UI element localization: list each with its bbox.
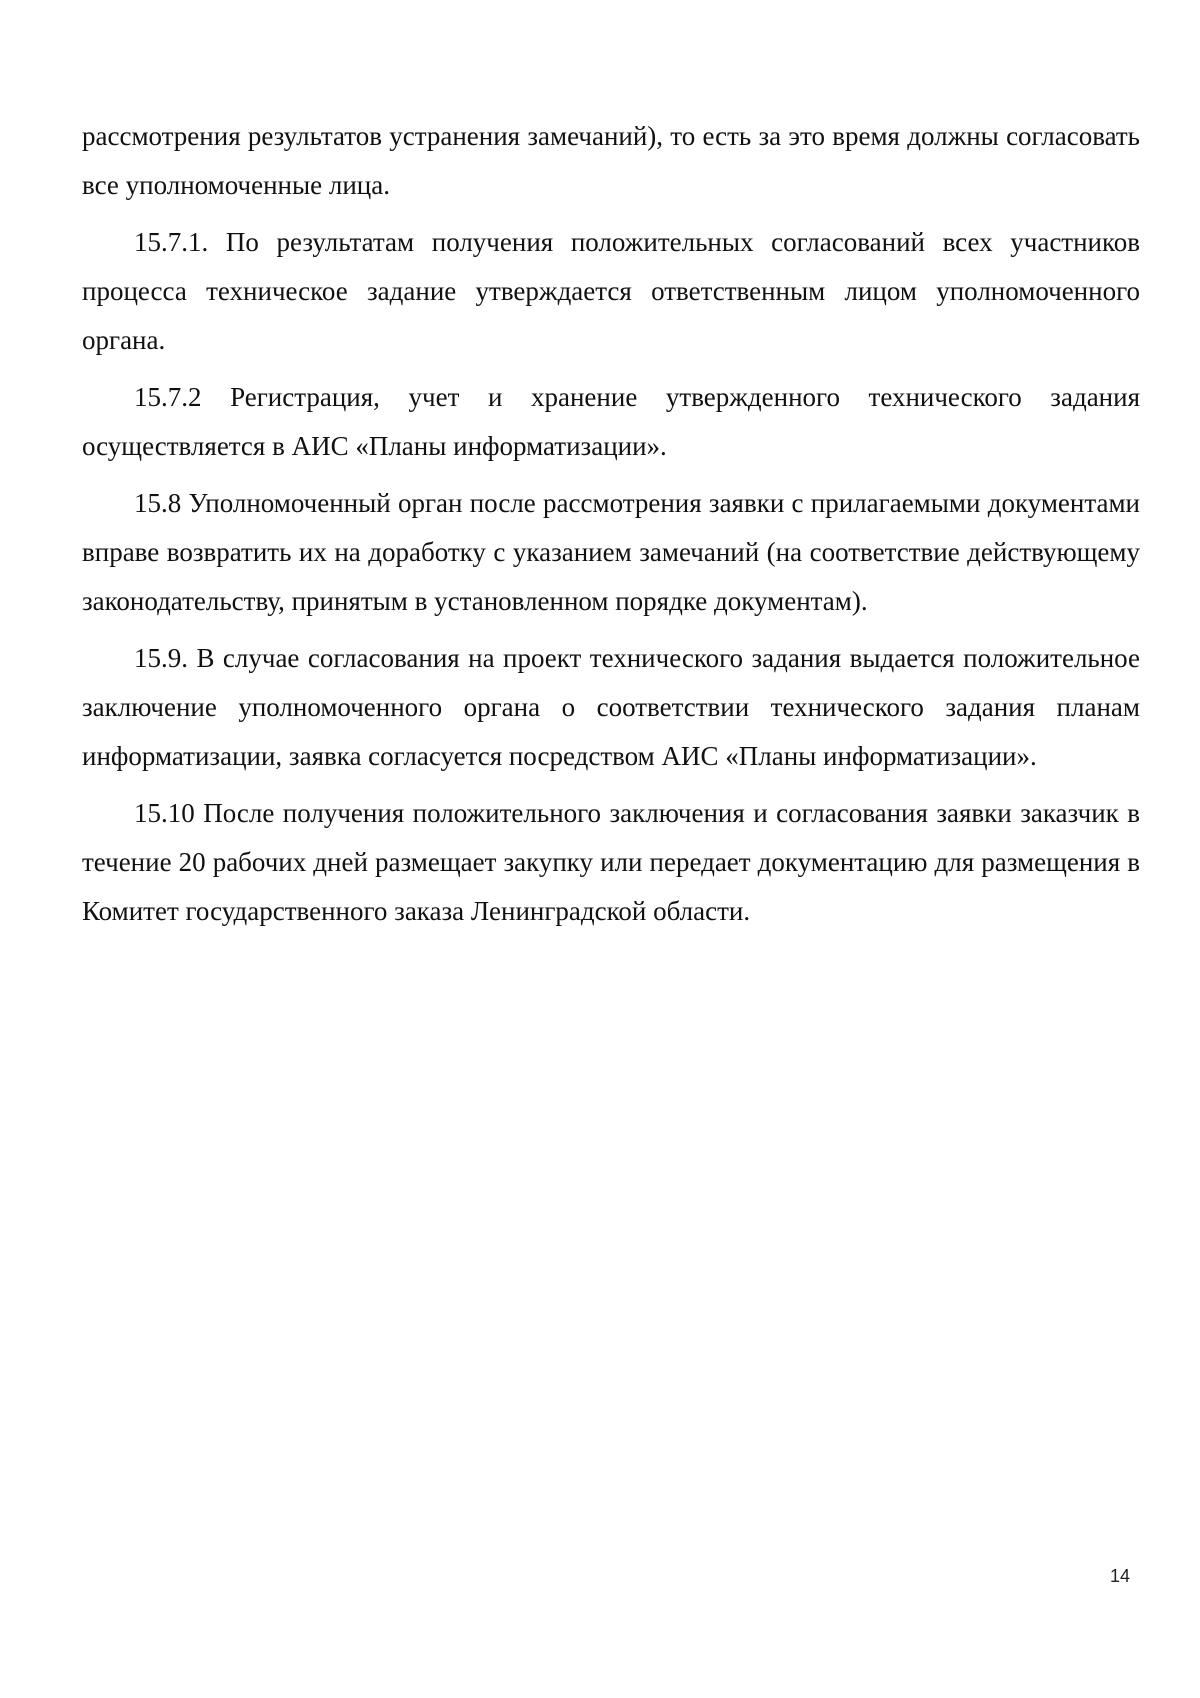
document-page bbox=[82, 112, 1140, 944]
paragraph-15-7-2: 15.7.2 Регистрация, учет и хранение утвержденного технического задания осуществляется в АИС «Планы информатизации». bbox=[82, 382, 1140, 461]
page-number: 14 bbox=[1110, 1566, 1131, 1586]
paragraph-15-10: 15.10 После получения положительного заключения и согласования заявки заказчик в течение 20 рабочих дней размещает закупку или передает документацию для размещения в Комитет государственного заказа Ленинградской области. bbox=[82, 798, 1140, 926]
paragraph-15-8: 15.8 Уполномоченный орган после рассмотрения заявки с прилагаемыми документами вправе возвратить их на доработку с указанием замечаний (на соответствие действующему законодательству, принятым в установленном порядке документам). bbox=[82, 488, 1140, 616]
paragraph-15-9: 15.9. В случае согласования на проект технического задания выдается положительное заключение уполномоченного органа о соответствии технического задания планам информатизации, заявка согласуется посредством АИС «Планы информатизации». bbox=[82, 643, 1140, 771]
paragraph-continuation: рассмотрения результатов устранения замечаний), то есть за это время должны согласовать все уполномоченные лица. bbox=[82, 121, 1140, 200]
paragraph-15-7-1: 15.7.1. По результатам получения положительных согласований всех участников процесса техническое задание утверждается ответственным лицом уполномоченного органа. bbox=[82, 227, 1140, 355]
